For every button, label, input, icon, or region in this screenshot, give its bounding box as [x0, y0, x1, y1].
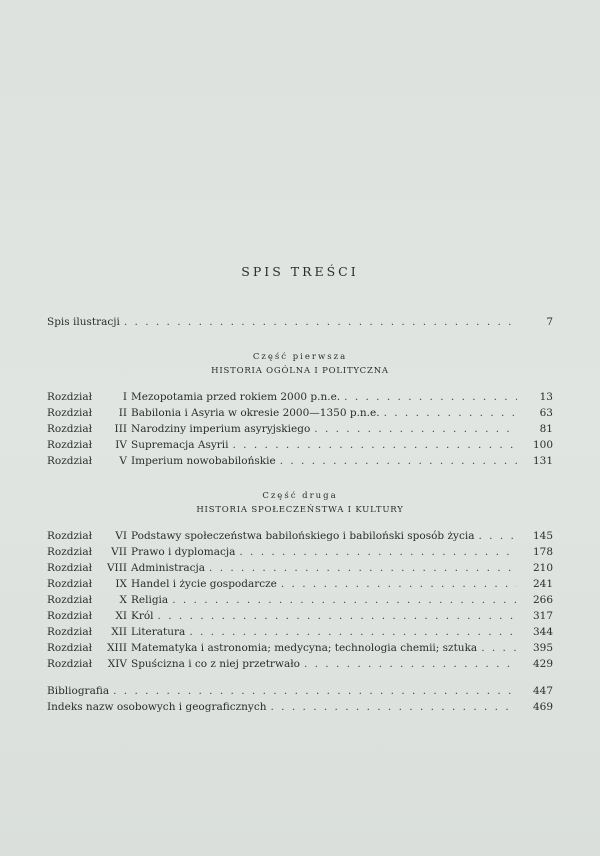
- chapter-number: VII: [111, 546, 127, 558]
- chapter-label: Rozdział: [47, 530, 93, 542]
- chapter-page: 317: [532, 610, 553, 622]
- toc-chapter-13: [47, 642, 553, 657]
- leader-dots: [280, 455, 517, 467]
- chapter-page: 266: [532, 594, 553, 606]
- entry-page: 469: [532, 701, 553, 713]
- chapter-label: Rozdział: [47, 578, 93, 590]
- chapter-number: XIII: [107, 642, 127, 654]
- chapter-number: X: [119, 594, 127, 606]
- chapter-number: VI: [115, 530, 127, 542]
- chapter-title: Supremacja Asyrii: [131, 439, 229, 451]
- chapter-label: Rozdział: [47, 610, 93, 622]
- leader-dots: [384, 407, 517, 419]
- leader-dots: [478, 530, 517, 542]
- chapter-title: Narodziny imperium asyryjskiego: [131, 423, 311, 435]
- chapter-number: III: [114, 423, 127, 435]
- chapter-label: Rozdział: [47, 391, 93, 403]
- chapter-title: Handel i życie gospodarcze: [131, 578, 277, 590]
- chapter-title: Spuścizna i co z niej przetrwało: [131, 658, 300, 670]
- toc-chapter-3: [47, 423, 553, 438]
- leader-dots: [304, 658, 517, 670]
- toc-chapter-6: [47, 530, 553, 545]
- leader-dots: [239, 546, 517, 558]
- chapter-number: I: [122, 391, 127, 403]
- chapter-label: Rozdział: [47, 562, 93, 574]
- entry-title: Spis ilustracji: [47, 316, 120, 328]
- chapter-label: Rozdział: [47, 407, 93, 419]
- entry-page: 7: [546, 316, 553, 328]
- chapter-page: 145: [532, 530, 553, 542]
- part-one-title: HISTORIA OGÓLNA I POLITYCZNA: [211, 366, 389, 376]
- toc-chapter-2: [47, 407, 553, 422]
- chapter-label: Rozdział: [47, 439, 93, 451]
- part-two-heading: Część druga: [262, 491, 338, 501]
- chapter-label: Rozdział: [47, 455, 93, 467]
- chapter-title: Mezopotamia przed rokiem 2000 p.n.e.: [131, 391, 341, 403]
- chapter-number: IX: [115, 578, 127, 590]
- chapter-title: Król: [131, 610, 154, 622]
- leader-dots: [271, 701, 518, 713]
- part-two-title: HISTORIA SPOŁECZEŃSTWA I KULTURY: [196, 505, 404, 515]
- chapter-label: Rozdział: [47, 626, 93, 638]
- chapter-number: XI: [115, 610, 127, 622]
- toc-chapter-7: [47, 546, 553, 561]
- chapter-title: Podstawy społeczeństwa babilońskiego i babiloński sposób życia: [131, 530, 475, 542]
- chapter-page: 13: [539, 391, 553, 403]
- chapter-title: Matematyka i astronomia; medycyna; technologia chemii; sztuka: [131, 642, 478, 654]
- chapter-number: VIII: [106, 562, 127, 574]
- toc-chapter-5: [47, 455, 553, 470]
- part-one-heading: Część pierwsza: [252, 352, 348, 362]
- leader-dots: [209, 562, 517, 574]
- chapter-label: Rozdział: [47, 594, 93, 606]
- leader-dots: [113, 685, 517, 697]
- toc-chapter-1: [47, 391, 553, 406]
- chapter-title: Prawo i dyplomacja: [131, 546, 236, 558]
- chapter-label: Rozdział: [47, 642, 93, 654]
- chapter-page: 178: [532, 546, 553, 558]
- page-title: SPIS TREŚCI: [241, 264, 359, 279]
- leader-dots: [189, 626, 517, 638]
- chapter-page: 241: [532, 578, 553, 590]
- toc-chapter-10: [47, 594, 553, 609]
- chapter-page: 210: [532, 562, 553, 574]
- leader-dots: [344, 391, 517, 403]
- chapter-page: 429: [532, 658, 553, 670]
- toc-chapter-9: [47, 578, 553, 593]
- chapter-title: Literatura: [131, 626, 186, 638]
- chapter-label: Rozdział: [47, 423, 93, 435]
- leader-dots: [481, 642, 517, 654]
- chapter-page: 344: [532, 626, 553, 638]
- entry-title: Bibliografia: [47, 685, 110, 697]
- leader-dots: [158, 610, 517, 622]
- chapter-page: 63: [539, 407, 553, 419]
- toc-chapter-11: [47, 610, 553, 625]
- leader-dots: [172, 594, 517, 606]
- toc-chapter-8: [47, 562, 553, 577]
- entry-page: 447: [532, 685, 553, 697]
- chapter-page: 131: [532, 455, 553, 467]
- chapter-number: V: [119, 455, 127, 467]
- chapter-number: XII: [111, 626, 127, 638]
- toc-chapter-12: [47, 626, 553, 641]
- chapter-page: 395: [532, 642, 553, 654]
- entry-title: Indeks nazw osobowych i geograficznych: [47, 701, 267, 713]
- chapter-label: Rozdział: [47, 658, 93, 670]
- toc-chapter-14: [47, 658, 553, 673]
- leader-dots: [233, 439, 518, 451]
- toc-entry-bibliography: [47, 685, 553, 700]
- chapter-number: XIV: [107, 658, 127, 670]
- leader-dots: [281, 578, 517, 590]
- leader-dots: [124, 316, 517, 328]
- leader-dots: [314, 423, 517, 435]
- chapter-page: 81: [539, 423, 553, 435]
- toc-chapter-4: [47, 439, 553, 454]
- toc-entry-illustrations: [47, 316, 553, 331]
- chapter-label: Rozdział: [47, 546, 93, 558]
- chapter-title: Babilonia i Asyria w okresie 2000—1350 p.n.e.: [131, 407, 380, 419]
- chapter-number: IV: [115, 439, 127, 451]
- chapter-title: Imperium nowobabilońskie: [131, 455, 276, 467]
- chapter-number: II: [118, 407, 127, 419]
- chapter-page: 100: [532, 439, 553, 451]
- chapter-title: Administracja: [131, 562, 206, 574]
- chapter-title: Religia: [131, 594, 169, 606]
- toc-entry-index: [47, 701, 553, 716]
